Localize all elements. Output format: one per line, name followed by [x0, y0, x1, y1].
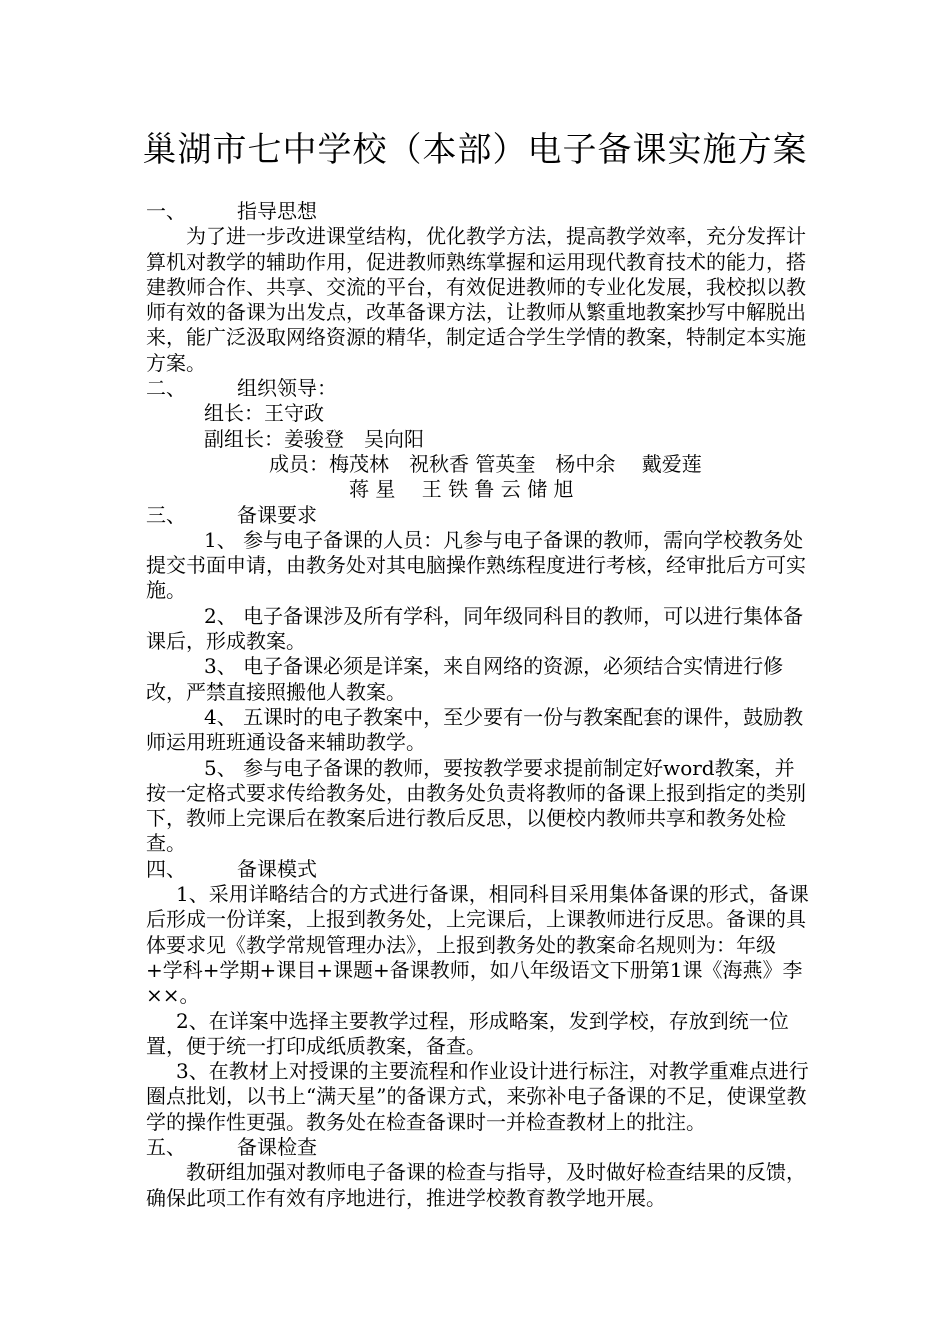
section-title: 指导思想 — [237, 199, 317, 223]
list-item: 3、 电子备课必须是详案，来自网络的资源，必须结合实情进行修改，严禁直接照搬他人教案。 — [146, 654, 784, 704]
group-leader: 组长：王守政 — [204, 401, 324, 426]
paragraph-inspection: 教研组加强对教师电子备课的检查与指导，及时做好检查结果的反馈， 确保此项工作有效有序地进行，推进学校教育教学地开展。 — [146, 1160, 806, 1210]
document-title: 巢湖市七中学校（本部）电子备课实施方案 — [142, 130, 808, 170]
section-title: 备课模式 — [237, 856, 317, 881]
document-body — [146, 199, 811, 1211]
group-members: 成员：梅茂林 祝秋香 管英奎 杨中余 戴爱莲 — [269, 451, 702, 476]
section-number: 二、 — [146, 376, 186, 401]
section-title: 组织领导： — [237, 376, 337, 401]
group-deputy: 副组长：姜骏登 吴向阳 — [204, 426, 424, 451]
list-item: 4、 五课时的电子教案中，至少要有一份与教案配套的课件，鼓励教师运用班班通设备来辅助教学。 — [146, 704, 804, 755]
list-item: 1、采用详略结合的方式进行备课，相同科目采用集体备课的形式，备课后形成一份详案，上报到教务处，上完课后，上课教师进行反思。备课的具体要求见《教学常规管理办法》，上报到教务处的教案命名规则为：年级+学科+学期+课目+课题+备课教师，如八年级语文下册第1课《海燕》李××。 — [146, 882, 809, 1008]
section-heading-3 — [146, 503, 811, 528]
section-heading-1 — [146, 199, 811, 224]
section-heading-4 — [146, 857, 811, 882]
list-item: 1、 参与电子备课的人员：凡参与电子备课的教师，需向学校教务处提交书面申请，由教务处对其电脑操作熟练程度进行考核，经审批后方可实施。 — [146, 527, 806, 603]
section-number: 五、 — [146, 1134, 186, 1159]
section-heading-2 — [146, 376, 811, 401]
list-item: 5、 参与电子备课的教师，要按教学要求提前制定好word教案，并按一定格式要求传给教务处，由教务处负责将教师的备课上报到指定的类别下，教师上完课后在教案后进行教后反思，以便校内教师共享和教务处检查。 — [146, 755, 806, 856]
section-number: 四、 — [146, 856, 186, 881]
list-item: 2、在详案中选择主要教学过程，形成略案，发到学校，存放到统一位置，便于统一打印成纸质教案，备查。 — [146, 1008, 789, 1058]
section-number: 三、 — [146, 502, 186, 527]
list-item: 2、 电子备课涉及所有学科，同年级同科目的教师，可以进行集体备课后，形成教案。 — [146, 603, 804, 654]
paragraph-guiding-idea: 为了进一步改进课堂结构，优化教学方法，提高教学效率，充分发挥计算机对教学的辅助作用，促进教师熟练掌握和运用现代教育技术的能力，搭建教师合作、共享、交流的平台，有效促进教师的专业化发展，我校拟以教师有效的备课为出发点，改革备课方法，让教师从繁重地教案抄写中解脱出来，能广泛汲取网络资源的精华，制定适合学生学情的教案，特制定本实施方案。 — [146, 224, 806, 375]
section-title: 备课检查 — [237, 1134, 317, 1159]
section-number: 一、 — [146, 199, 186, 223]
section-title: 备课要求 — [237, 502, 317, 527]
section-heading-5 — [146, 1135, 811, 1160]
list-item: 3、在教材上对授课的主要流程和作业设计进行标注，对教学重难点进行圈点批划，以书上“满天星”的备课方式，来弥补电子备课的不足，使课堂教学的操作性更强。教务处在检查备课时一并检查教材上的批注。 — [146, 1059, 809, 1134]
group-members-cont: 蒋 星 王 铁 鲁 云 储 旭 — [349, 477, 574, 502]
